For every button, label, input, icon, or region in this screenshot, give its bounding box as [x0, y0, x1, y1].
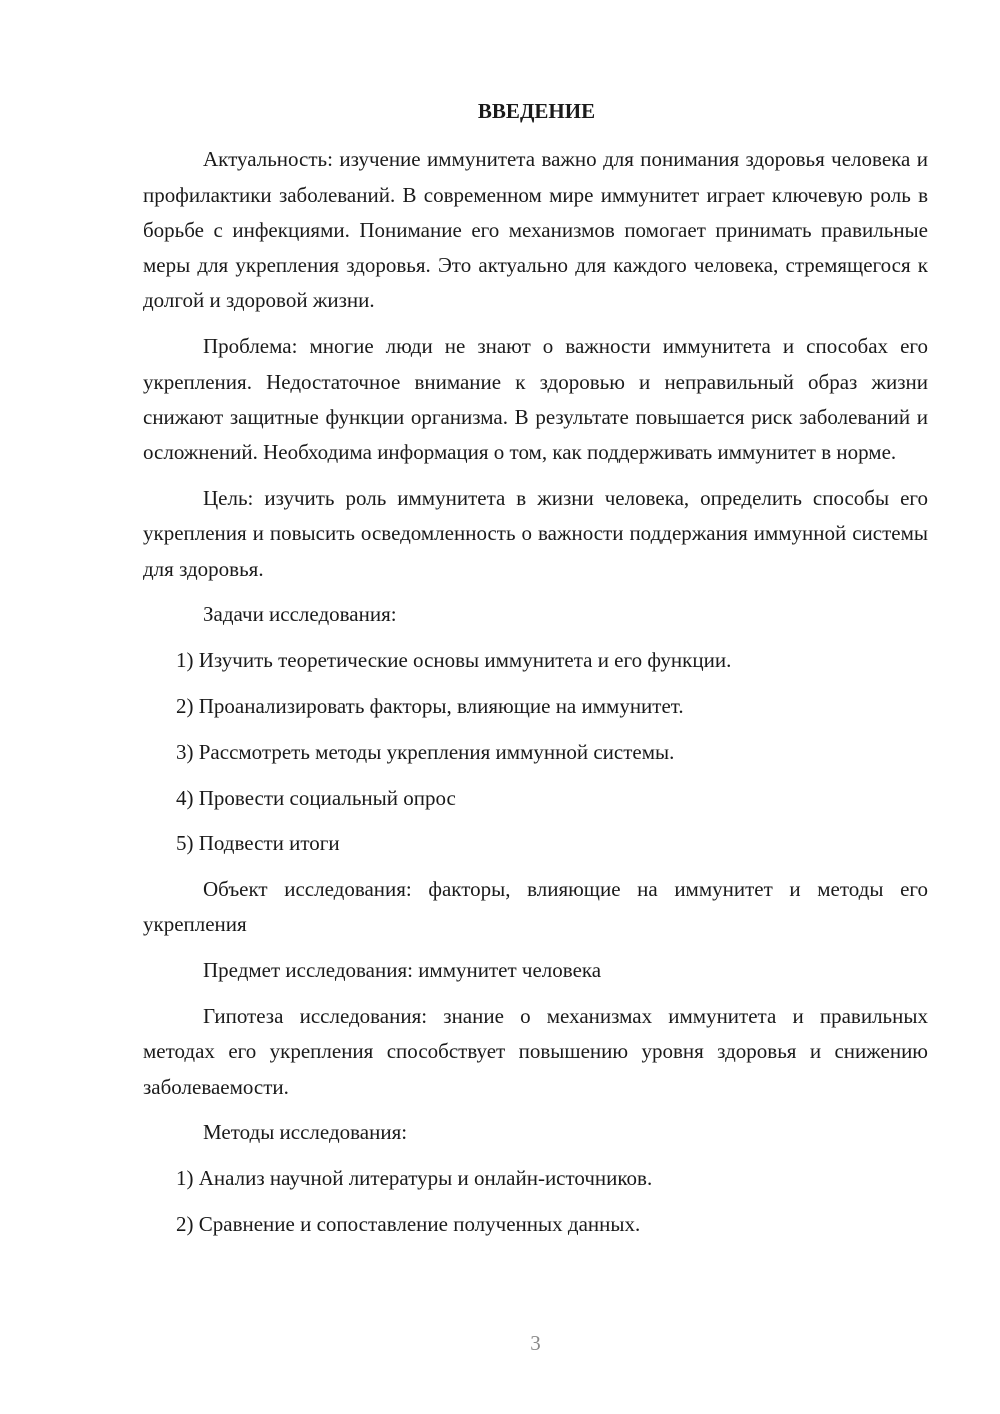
task-item: 3) Рассмотреть методы укрепления иммунной системы. [176, 739, 675, 764]
task-item: 1) Изучить теоретические основы иммунитета и его функции. [176, 648, 732, 673]
method-item: 1) Анализ научной литературы и онлайн-источников. [176, 1166, 653, 1191]
tasks-heading: Задачи исследования: [203, 602, 397, 627]
method-item: 2) Сравнение и сопоставление полученных данных. [176, 1212, 641, 1237]
task-item: 2) Проанализировать факторы, влияющие на иммунитет. [176, 693, 684, 718]
object-paragraph: Объект исследования: факторы, влияющие на иммунитет и методы его укрепления [143, 877, 928, 937]
task-item: 4) Провести социальный опрос [176, 785, 456, 810]
problem-paragraph: Проблема: многие люди не знают о важности иммунитета и способах его укрепления. Недостаточное внимание к здоровью и неправильный образ жизни снижают защитные функции организма. В результате повышается риск заболеваний и осложнений. Необходима информация о том, как поддерживать иммунитет в норме. [143, 334, 928, 465]
document-page [143, 94, 928, 1253]
methods-heading: Методы исследования: [203, 1120, 408, 1145]
hypothesis-paragraph: Гипотеза исследования: знание о механизмах иммунитета и правильных методах его укрепления способствует повышению уровня здоровья и снижению заболеваемости. [143, 1004, 928, 1099]
goal-paragraph: Цель: изучить роль иммунитета в жизни человека, определить способы его укрепления и повысить осведомленность о важности поддержания иммунной системы для здоровья. [143, 485, 928, 581]
task-item: 5) Подвести итоги [176, 831, 340, 856]
relevance-paragraph: Актуальность: изучение иммунитета важно для понимания здоровья человека и профилактики заболеваний. В современном мире иммунитет играет ключевую роль в борьбе с инфекциями. Понимание его механизмов помогает принимать правильные меры для укрепления здоровья. Это актуально для каждого человека, стремящегося к долгой и здоровой жизни. [143, 147, 928, 313]
subject-paragraph: Предмет исследования: иммунитет человека [203, 958, 602, 983]
page-title: ВВЕДЕНИЕ [477, 99, 596, 123]
page-number: 3 [530, 1331, 541, 1355]
